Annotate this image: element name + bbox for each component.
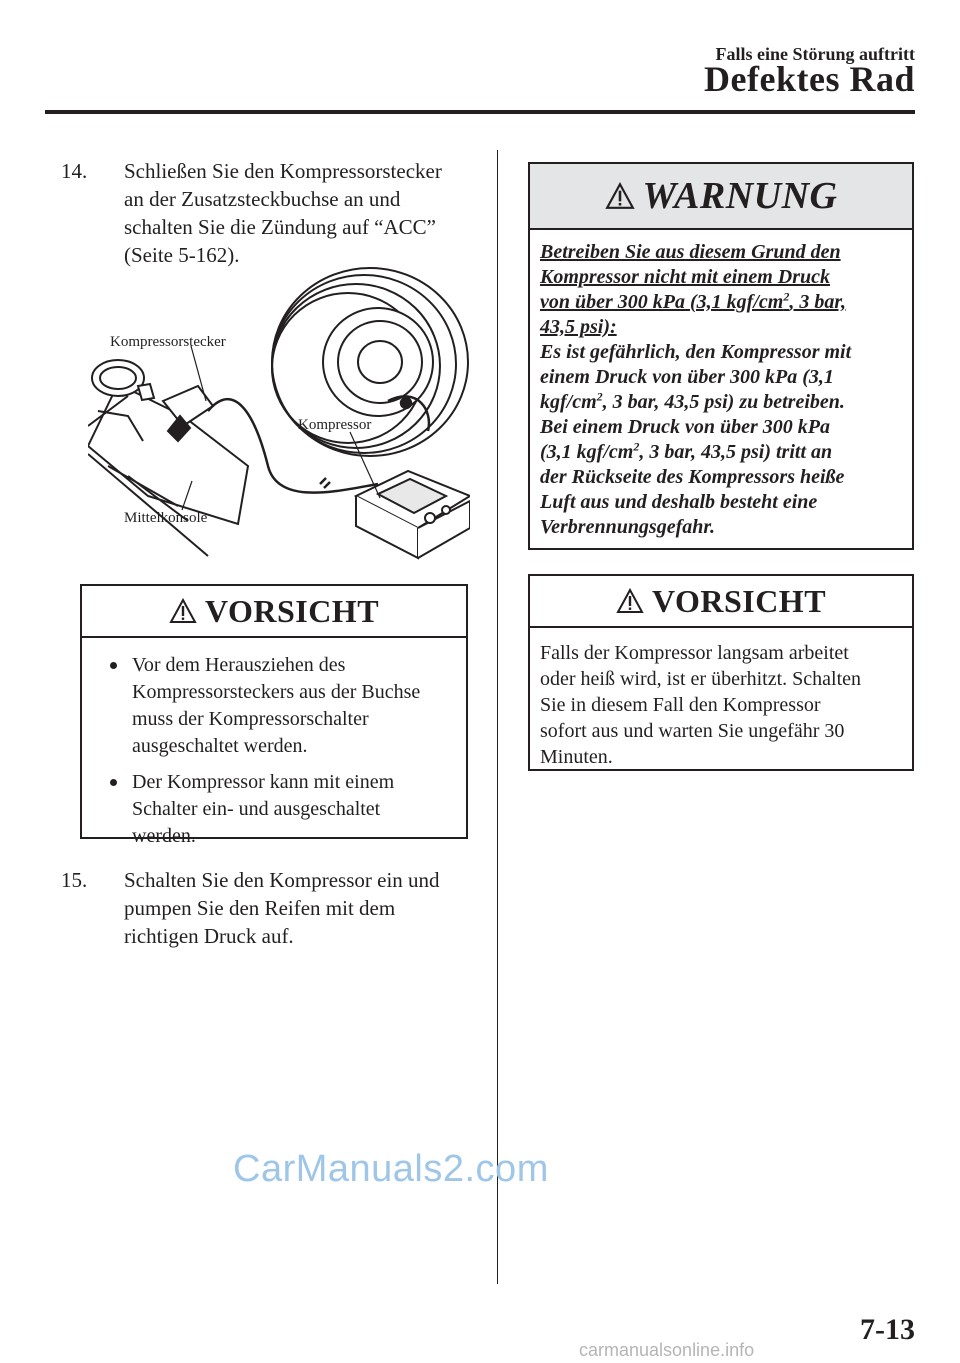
footer-watermark: carmanualsonline.info — [579, 1340, 755, 1360]
warning-line — [540, 440, 898, 465]
caution-box-right — [528, 574, 914, 771]
caution-header — [530, 576, 912, 628]
caution-bullet — [106, 769, 452, 850]
bullet-line: Schalter ein- und ausgeschaltet — [132, 798, 381, 820]
chapter-title: Defektes Rad — [704, 59, 915, 99]
center-console-drawing — [88, 360, 248, 556]
warning-text-part: , 3 bar, — [789, 291, 846, 313]
caution-line: Sie in diesem Fall den Kompressor — [540, 694, 821, 716]
warning-triangle-icon — [616, 588, 644, 614]
step-line: pumpen Sie den Reifen mit dem — [124, 896, 396, 920]
bullet-line: Der Kompressor kann mit einem — [132, 771, 395, 793]
column-divider — [497, 150, 498, 1284]
warning-title: WARNUNG — [642, 175, 838, 217]
bullet-dot — [110, 779, 117, 786]
label-center-console: Mittelkonsole — [124, 510, 208, 526]
label-compressor: Kompressor — [298, 417, 372, 433]
bullet-line: Kompressorsteckers aus der Buchse — [132, 681, 421, 703]
step-number: 15. — [61, 868, 88, 892]
bullet-line: muss der Kompressorschalter — [132, 708, 369, 730]
caution-bullet — [106, 652, 452, 760]
step-line: an der Zusatzsteckbuchse an und — [124, 187, 401, 211]
caution-title: VORSICHT — [204, 592, 380, 629]
warning-line: Kompressor nicht mit einem Druck — [540, 266, 831, 288]
step-text — [124, 157, 489, 269]
step-line: richtigen Druck auf. — [124, 924, 294, 948]
warning-line: der Rückseite des Kompressors heiße — [540, 466, 845, 488]
superscript: 2 — [633, 439, 640, 454]
warning-line: Luft aus und deshalb besteht eine — [540, 491, 818, 513]
bullet-line: werden. — [132, 825, 196, 847]
bullet-line: ausgeschaltet werden. — [132, 735, 308, 757]
page-number: 7-13 — [860, 1313, 915, 1346]
caution-header — [82, 586, 466, 638]
caution-line: sofort aus und warten Sie ungefähr 30 — [540, 720, 845, 742]
warning-text-part: kgf/cm — [540, 391, 597, 413]
warning-text-part: von über 300 kPa (3,1 kgf/cm — [540, 291, 784, 313]
superscript: 2 — [783, 289, 790, 304]
step-15 — [45, 866, 475, 956]
label-compressor-plug: Kompressorstecker — [110, 334, 226, 350]
compressor-illustration — [88, 266, 470, 561]
warning-line: Es ist gefährlich, den Kompressor mit — [540, 341, 852, 363]
caution-text — [530, 628, 912, 782]
warning-line: 43,5 psi): — [540, 316, 617, 338]
header-rule — [45, 110, 915, 114]
step-14 — [45, 157, 475, 272]
warning-line — [540, 390, 898, 415]
warning-triangle-icon — [605, 182, 635, 210]
warning-text — [530, 230, 912, 550]
warning-box — [528, 162, 914, 550]
caution-line: Falls der Kompressor langsam arbeitet — [540, 642, 849, 664]
step-number: 14. — [61, 159, 88, 183]
step-line: Schalten Sie den Kompressor ein und — [124, 868, 440, 892]
warning-line — [540, 290, 898, 315]
warning-line: Betreiben Sie aus diesem Grund den — [540, 241, 841, 263]
superscript: 2 — [596, 389, 603, 404]
warning-text-part: (3,1 kgf/cm — [540, 441, 634, 463]
bullet-line: Vor dem Herausziehen des — [132, 654, 346, 676]
warning-text-part: , 3 bar, 43,5 psi) tritt an — [639, 441, 833, 463]
step-line: Schließen Sie den Kompressorstecker — [124, 159, 442, 183]
bullet-dot — [110, 662, 117, 669]
warning-header — [530, 164, 912, 230]
caution-line: Minuten. — [540, 746, 613, 768]
warning-text-part: , 3 bar, 43,5 psi) zu betreiben. — [602, 391, 845, 413]
warning-line: Bei einem Druck von über 300 kPa — [540, 416, 830, 438]
caution-box-left — [80, 584, 468, 847]
caution-bullets — [82, 638, 466, 869]
caution-line: oder heiß wird, ist er überhitzt. Schalten — [540, 668, 862, 690]
warning-line: Verbrennungsgefahr. — [540, 516, 716, 538]
warning-line: einem Druck von über 300 kPa (3,1 — [540, 366, 834, 388]
watermark: CarManuals2.com — [233, 1148, 549, 1190]
warning-triangle-icon — [169, 598, 197, 624]
step-line: schalten Sie die Zündung auf “ACC” — [124, 215, 437, 239]
section-title: Falls eine Störung auftritt — [715, 44, 915, 64]
step-text — [124, 866, 489, 950]
caution-title: VORSICHT — [651, 582, 827, 619]
step-line: (Seite 5-162). — [124, 243, 240, 267]
